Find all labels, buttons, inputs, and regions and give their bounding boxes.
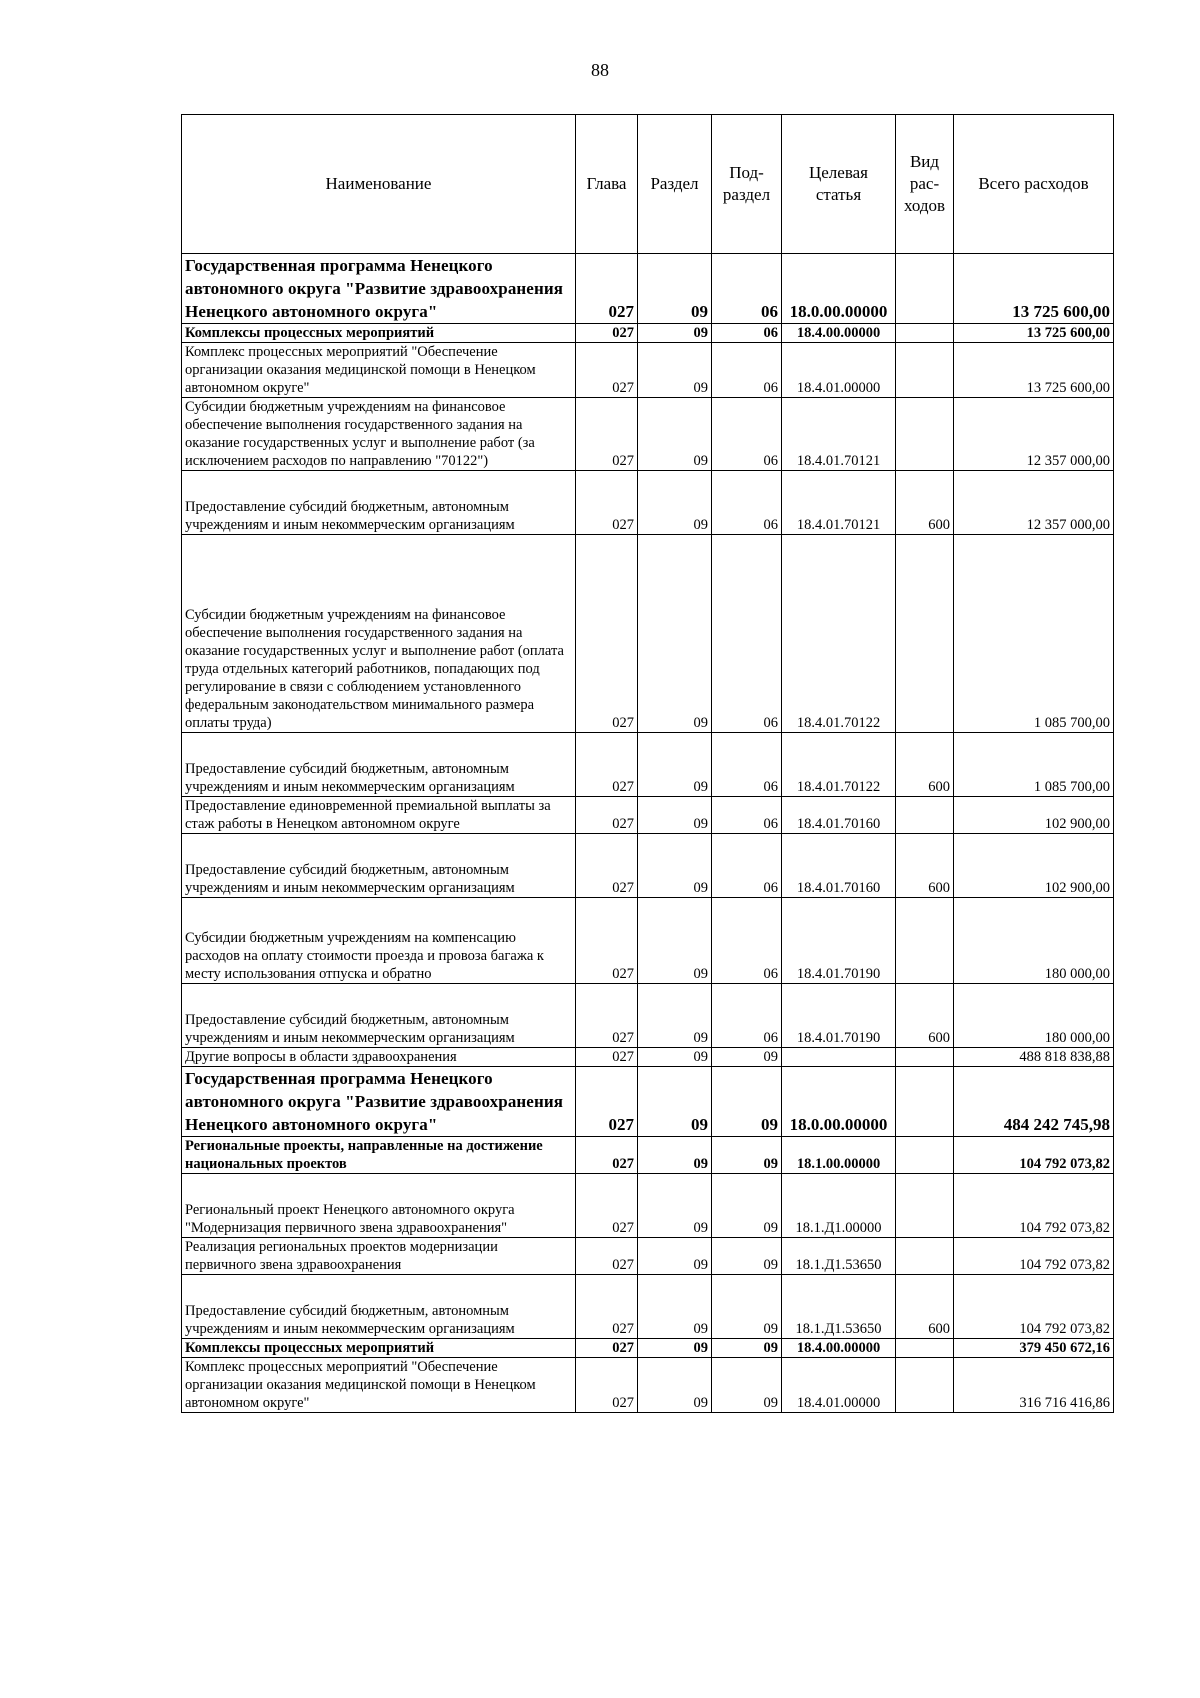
table-row	[182, 535, 1114, 733]
cell-vid: 600	[896, 471, 954, 535]
cell-vid	[896, 535, 954, 733]
cell-vid	[896, 343, 954, 398]
cell-glava: 027	[576, 733, 638, 797]
cell-razdel: 09	[638, 1238, 712, 1275]
cell-podrazdel: 06	[712, 984, 782, 1048]
cell-podrazdel: 06	[712, 797, 782, 834]
cell-target: 18.1.Д1.53650	[782, 1238, 896, 1275]
table-row	[182, 398, 1114, 471]
cell-total: 12 357 000,00	[954, 471, 1114, 535]
cell-target: 18.4.01.70190	[782, 898, 896, 984]
cell-podrazdel: 09	[712, 1137, 782, 1174]
cell-glava: 027	[576, 1238, 638, 1275]
cell-glava: 027	[576, 797, 638, 834]
cell-vid	[896, 1358, 954, 1413]
cell-razdel: 09	[638, 733, 712, 797]
cell-target: 18.4.01.70121	[782, 471, 896, 535]
cell-vid	[896, 254, 954, 324]
cell-name: Предоставление субсидий бюджетным, автономным учреждениям и иным некоммерческим организациям	[182, 834, 576, 898]
cell-total: 12 357 000,00	[954, 398, 1114, 471]
cell-razdel: 09	[638, 324, 712, 343]
cell-vid: 600	[896, 1275, 954, 1339]
cell-name: Региональный проект Ненецкого автономного округа "Модернизация первичного звена здравоохранения"	[182, 1174, 576, 1238]
cell-vid	[896, 1067, 954, 1137]
cell-glava: 027	[576, 898, 638, 984]
cell-name: Субсидии бюджетным учреждениям на финансовое обеспечение выполнения государственного задания на оказание государственных услуг и выполнение работ (за исключением расходов по направлению "70122")	[182, 398, 576, 471]
cell-name: Предоставление субсидий бюджетным, автономным учреждениям и иным некоммерческим организациям	[182, 471, 576, 535]
cell-podrazdel: 09	[712, 1275, 782, 1339]
cell-total: 13 725 600,00	[954, 324, 1114, 343]
cell-glava: 027	[576, 1137, 638, 1174]
cell-name: Предоставление единовременной премиальной выплаты за стаж работы в Ненецком автономном округе	[182, 797, 576, 834]
cell-razdel: 09	[638, 471, 712, 535]
cell-glava: 027	[576, 343, 638, 398]
cell-podrazdel: 06	[712, 324, 782, 343]
table-row	[182, 984, 1114, 1048]
cell-glava: 027	[576, 1048, 638, 1067]
cell-razdel: 09	[638, 1174, 712, 1238]
cell-razdel: 09	[638, 1067, 712, 1137]
cell-razdel: 09	[638, 834, 712, 898]
cell-podrazdel: 09	[712, 1238, 782, 1275]
cell-total: 104 792 073,82	[954, 1137, 1114, 1174]
cell-total: 102 900,00	[954, 834, 1114, 898]
cell-podrazdel: 09	[712, 1067, 782, 1137]
cell-vid	[896, 1048, 954, 1067]
cell-vid	[896, 398, 954, 471]
cell-podrazdel: 06	[712, 834, 782, 898]
cell-target: 18.4.01.70122	[782, 535, 896, 733]
cell-vid: 600	[896, 834, 954, 898]
cell-total: 488 818 838,88	[954, 1048, 1114, 1067]
cell-total: 104 792 073,82	[954, 1174, 1114, 1238]
cell-razdel: 09	[638, 535, 712, 733]
cell-glava: 027	[576, 984, 638, 1048]
cell-total: 379 450 672,16	[954, 1339, 1114, 1358]
cell-podrazdel: 06	[712, 471, 782, 535]
cell-total: 104 792 073,82	[954, 1275, 1114, 1339]
cell-glava: 027	[576, 471, 638, 535]
cell-target: 18.1.00.00000	[782, 1137, 896, 1174]
cell-name: Предоставление субсидий бюджетным, автономным учреждениям и иным некоммерческим организациям	[182, 733, 576, 797]
cell-vid	[896, 1238, 954, 1275]
page-number: 88	[591, 60, 609, 80]
cell-razdel: 09	[638, 1339, 712, 1358]
cell-target: 18.4.00.00000	[782, 324, 896, 343]
cell-vid	[896, 1137, 954, 1174]
cell-total: 1 085 700,00	[954, 535, 1114, 733]
cell-target: 18.0.00.00000	[782, 1067, 896, 1137]
cell-total: 13 725 600,00	[954, 343, 1114, 398]
cell-name: Субсидии бюджетным учреждениям на финансовое обеспечение выполнения государственного задания на оказание государственных услуг и выполнение работ (оплата труда отдельных категорий работников, попадающих под регулирование в связи с соблюдением установленного федеральным законодательством минимального размера оплаты труда)	[182, 535, 576, 733]
table-row	[182, 733, 1114, 797]
cell-name: Предоставление субсидий бюджетным, автономным учреждениям и иным некоммерческим организациям	[182, 1275, 576, 1339]
header-target: Целевая статья	[782, 115, 896, 254]
table-row	[182, 898, 1114, 984]
cell-total: 13 725 600,00	[954, 254, 1114, 324]
cell-podrazdel: 06	[712, 898, 782, 984]
table-row	[182, 1067, 1114, 1137]
cell-target: 18.1.Д1.53650	[782, 1275, 896, 1339]
table-header-row	[182, 115, 1114, 254]
cell-razdel: 09	[638, 343, 712, 398]
cell-razdel: 09	[638, 797, 712, 834]
cell-podrazdel: 06	[712, 535, 782, 733]
cell-razdel: 09	[638, 398, 712, 471]
cell-target	[782, 1048, 896, 1067]
cell-target: 18.4.01.70122	[782, 733, 896, 797]
cell-name: Государственная программа Ненецкого автономного округа "Развитие здравоохранения Ненецкого автономного округа"	[182, 254, 576, 324]
cell-podrazdel: 06	[712, 733, 782, 797]
table-row	[182, 343, 1114, 398]
cell-target: 18.4.01.70190	[782, 984, 896, 1048]
cell-glava: 027	[576, 398, 638, 471]
cell-glava: 027	[576, 324, 638, 343]
cell-total: 316 716 416,86	[954, 1358, 1114, 1413]
cell-name: Комплекс процессных мероприятий "Обеспечение организации оказания медицинской помощи в Ненецком автономном округе"	[182, 1358, 576, 1413]
cell-total: 102 900,00	[954, 797, 1114, 834]
header-total: Всего расходов	[954, 115, 1114, 254]
table-row	[182, 1339, 1114, 1358]
cell-podrazdel: 09	[712, 1174, 782, 1238]
table-row	[182, 1137, 1114, 1174]
cell-razdel: 09	[638, 1048, 712, 1067]
table-row	[182, 1238, 1114, 1275]
cell-total: 180 000,00	[954, 898, 1114, 984]
cell-glava: 027	[576, 254, 638, 324]
cell-total: 104 792 073,82	[954, 1238, 1114, 1275]
cell-name: Комплексы процессных мероприятий	[182, 324, 576, 343]
cell-vid	[896, 324, 954, 343]
table-row	[182, 1358, 1114, 1413]
cell-name: Региональные проекты, направленные на достижение национальных проектов	[182, 1137, 576, 1174]
cell-razdel: 09	[638, 898, 712, 984]
cell-name: Субсидии бюджетным учреждениям на компенсацию расходов на оплату стоимости проезда и провоза багажа к месту использования отпуска и обратно	[182, 898, 576, 984]
cell-glava: 027	[576, 834, 638, 898]
cell-podrazdel: 09	[712, 1048, 782, 1067]
cell-vid: 600	[896, 733, 954, 797]
cell-glava: 027	[576, 1275, 638, 1339]
table-row	[182, 1048, 1114, 1067]
cell-razdel: 09	[638, 1358, 712, 1413]
header-podrazdel: Под- раздел	[712, 115, 782, 254]
header-name: Наименование	[182, 115, 576, 254]
cell-total: 1 085 700,00	[954, 733, 1114, 797]
header-glava: Глава	[576, 115, 638, 254]
table-row	[182, 324, 1114, 343]
cell-total: 484 242 745,98	[954, 1067, 1114, 1137]
cell-target: 18.4.01.00000	[782, 343, 896, 398]
cell-name: Комплексы процессных мероприятий	[182, 1339, 576, 1358]
cell-vid	[896, 898, 954, 984]
cell-vid: 600	[896, 984, 954, 1048]
cell-vid	[896, 1339, 954, 1358]
cell-target: 18.0.00.00000	[782, 254, 896, 324]
cell-razdel: 09	[638, 254, 712, 324]
table-row	[182, 1174, 1114, 1238]
table-row	[182, 254, 1114, 324]
table-row	[182, 834, 1114, 898]
cell-glava: 027	[576, 535, 638, 733]
cell-podrazdel: 06	[712, 343, 782, 398]
cell-name: Другие вопросы в области здравоохранения	[182, 1048, 576, 1067]
cell-name: Реализация региональных проектов модернизации первичного звена здравоохранения	[182, 1238, 576, 1275]
cell-target: 18.4.01.00000	[782, 1358, 896, 1413]
cell-podrazdel: 06	[712, 398, 782, 471]
cell-podrazdel: 09	[712, 1339, 782, 1358]
cell-name: Государственная программа Ненецкого автономного округа "Развитие здравоохранения Ненецкого автономного округа"	[182, 1067, 576, 1137]
table-row	[182, 1275, 1114, 1339]
header-razdel: Раздел	[638, 115, 712, 254]
cell-vid	[896, 797, 954, 834]
table-row	[182, 471, 1114, 535]
cell-target: 18.1.Д1.00000	[782, 1174, 896, 1238]
cell-podrazdel: 06	[712, 254, 782, 324]
cell-glava: 027	[576, 1174, 638, 1238]
cell-glava: 027	[576, 1358, 638, 1413]
cell-name: Предоставление субсидий бюджетным, автономным учреждениям и иным некоммерческим организациям	[182, 984, 576, 1048]
header-vid: Вид рас- ходов	[896, 115, 954, 254]
cell-glava: 027	[576, 1067, 638, 1137]
cell-razdel: 09	[638, 1137, 712, 1174]
cell-razdel: 09	[638, 1275, 712, 1339]
cell-podrazdel: 09	[712, 1358, 782, 1413]
cell-target: 18.4.01.70160	[782, 834, 896, 898]
budget-table	[181, 114, 1114, 1413]
cell-total: 180 000,00	[954, 984, 1114, 1048]
table-row	[182, 797, 1114, 834]
cell-name: Комплекс процессных мероприятий "Обеспечение организации оказания медицинской помощи в Ненецком автономном округе"	[182, 343, 576, 398]
cell-target: 18.4.01.70121	[782, 398, 896, 471]
cell-glava: 027	[576, 1339, 638, 1358]
cell-razdel: 09	[638, 984, 712, 1048]
cell-target: 18.4.00.00000	[782, 1339, 896, 1358]
cell-target: 18.4.01.70160	[782, 797, 896, 834]
cell-vid	[896, 1174, 954, 1238]
